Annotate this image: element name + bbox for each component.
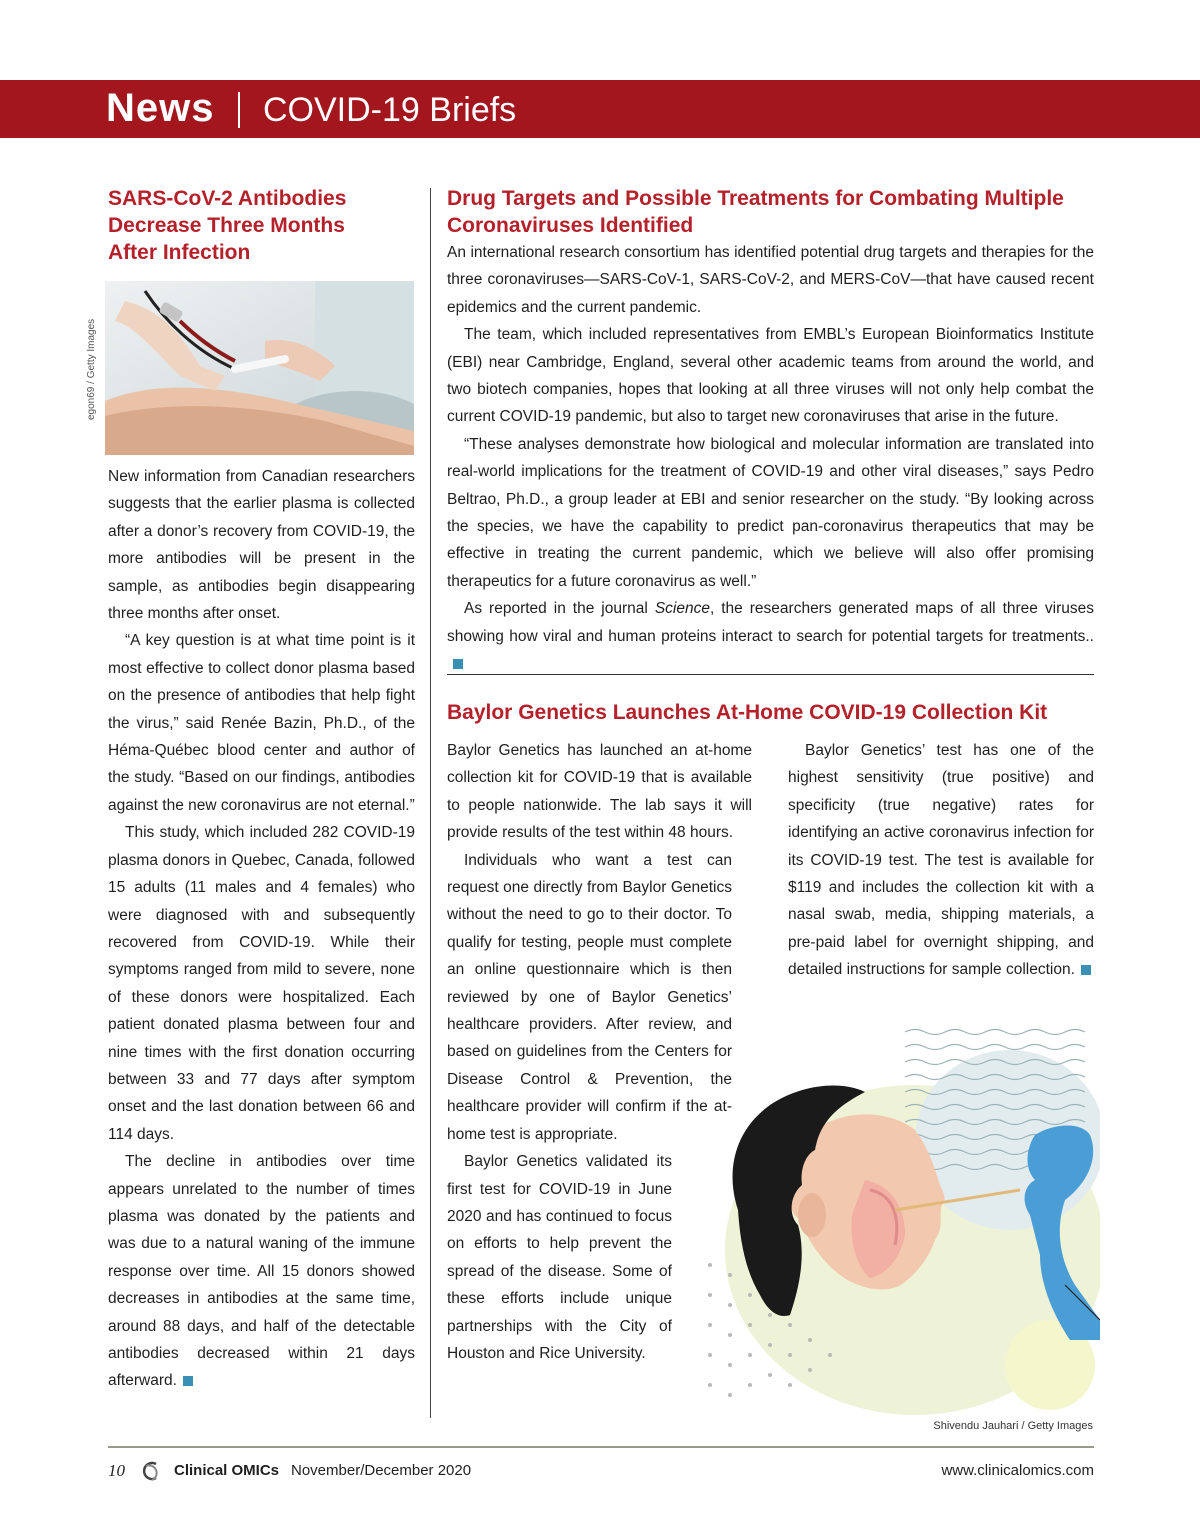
page-footer — [108, 1461, 1094, 1483]
photo-credit: egon69 / Getty Images — [86, 318, 97, 420]
section-label: News — [106, 86, 215, 130]
story-baylor-column-1 — [447, 737, 752, 1367]
paragraph: Baylor Genetics has launched an at-home collection kit for COVID-19 that is available to people nationwide. The lab says it will provide results of the test within 48 hours. — [447, 742, 752, 842]
section-topic: COVID-19 Briefs — [263, 91, 517, 129]
paragraph: The team, which included representatives from EMBL’s European Bioinformatics Institute (EBI) near Cambridge, England, several other academic teams from around the world, and two biotech companies, hopes that looking at all three viruses will not only help combat the current COVID-19 pandemic, but also to target new coronaviruses that arise in the future. — [447, 326, 1094, 426]
page-number: 10 — [108, 1461, 125, 1480]
paragraph-text: , the researchers generated maps of all three viruses showing how viral and human proteins interact to search for potential targets for treatments.. — [447, 600, 1094, 645]
end-mark — [183, 1376, 193, 1386]
website-url: www.clinicalomics.com — [941, 1462, 1094, 1479]
story-drug-targets-headline: Drug Targets and Possible Treatments for Combating Multiple Coronaviruses Identified — [447, 187, 1064, 237]
paragraph-text: As reported in the journal — [464, 600, 655, 618]
paragraph: “These analyses demonstrate how biological and molecular information are translated into real-world implications for the treatment of COVID-19 and other viral diseases,” says Pedro Beltrao, Ph.D., a group leader at EBI and senior researcher on the study. “By looking across the species, we have the capability to predict pan-coronavirus therapeutics that may be effective in treating the current pandemic, which we believe will also offer promising therapeutics for a future coronavirus as well.” — [447, 435, 1094, 590]
end-mark — [453, 659, 463, 669]
paragraph: Individuals who want a test can request one directly from Baylor Genetics without the need to go to their doctor. To qualify for testing, people must complete an online questionnaire which is then reviewed by one of Baylor Genetics’ healthcare providers. After review, and based on guidelines from the Centers for Disease Control & Prevention, the healthcare provider will confirm if the at-home test is appropriate. — [447, 851, 732, 1143]
paragraph-last — [447, 595, 1094, 677]
paragraph: An international research consortium has identified potential drug targets and therapies for the three coronaviruses—SARS-CoV-1, SARS-CoV-2, and MERS-CoV—that have caused recent epidemics and the current pandemic. — [447, 244, 1094, 316]
story-baylor-column-2 — [788, 737, 1094, 984]
issue-date: November/December 2020 — [291, 1462, 472, 1479]
paragraph-last — [788, 737, 1094, 984]
paragraph: Baylor Genetics validated its first test for COVID-19 in June 2020 and has continued to focus on efforts to help prevent the spread of the disease. Some of these efforts include unique partnerships with the City of Houston and Rice University. — [447, 1153, 672, 1362]
story-antibodies-body — [108, 463, 415, 1395]
end-mark — [1081, 965, 1091, 975]
illustration-credit: Shivendu Jauhari / Getty Images — [933, 1420, 1093, 1432]
story-divider — [447, 674, 1094, 675]
blood-donation-photo — [105, 281, 414, 455]
magazine-name: Clinical OMICs — [174, 1462, 280, 1479]
story-baylor-header — [447, 699, 1094, 726]
footer-rule — [108, 1446, 1094, 1448]
paragraph-text: Baylor Genetics’ test has one of the highest sensitivity (true positive) and specificity (true negative) rates for identifying an active coronavirus infection for its COVID-19 test. The test is available for $119 and includes the collection kit with a nasal swab, media, shipping materials, a pre-paid label for overnight shipping, and detailed instructions for sample collection. — [788, 742, 1094, 979]
paragraph: This study, which included 282 COVID-19 plasma donors in Quebec, Canada, followed 15 adults (11 males and 4 females) who were diagnosed with and subsequently recovered from COVID-19. While their symptoms ranged from mild to severe, none of these donors were hospitalized. Each patient donated plasma between four and nine times with the first donation occurring between 33 and 77 days after symptom onset and the last donation between 66 and 114 days. — [108, 824, 415, 1143]
story-antibodies-headline: SARS-CoV-2 Antibodies Decrease Three Months After Infection — [108, 187, 347, 264]
clinical-omics-logo-icon — [138, 1458, 164, 1484]
story-baylor-headline: Baylor Genetics Launches At-Home COVID-19 Collection Kit — [447, 701, 1048, 724]
paragraph: New information from Canadian researchers suggests that the earlier plasma is collected after a donor’s recovery from COVID-19, the more antibodies will be present in the sample, as antibodies begin disappearing three months after onset. — [108, 468, 415, 623]
banner-divider — [238, 92, 240, 128]
story-drug-targets — [447, 185, 1094, 678]
paragraph: “A key question is at what time point is it most effective to collect donor plasma based on the presence of antibodies that help fight the virus,” said Renée Bazin, Ph.D., of the Héma-Québec blood center and author of the study. “Based on our findings, antibodies against the new coronavirus are not eternal.” — [108, 632, 415, 814]
paragraph-text: The decline in antibodies over time appears unrelated to the number of times plasma was donated by the patients and was due to a natural waning of the immune response over time. All 15 donors showed decreases in antibodies at the same time, around 88 days, and half of the detectable antibodies decreased within 21 days afterward. — [108, 1153, 415, 1390]
story-antibodies-header — [108, 185, 415, 266]
journal-name: Science — [654, 600, 710, 618]
column-rule — [430, 188, 431, 1418]
section-banner — [0, 80, 1200, 138]
paragraph-last — [108, 1148, 415, 1395]
